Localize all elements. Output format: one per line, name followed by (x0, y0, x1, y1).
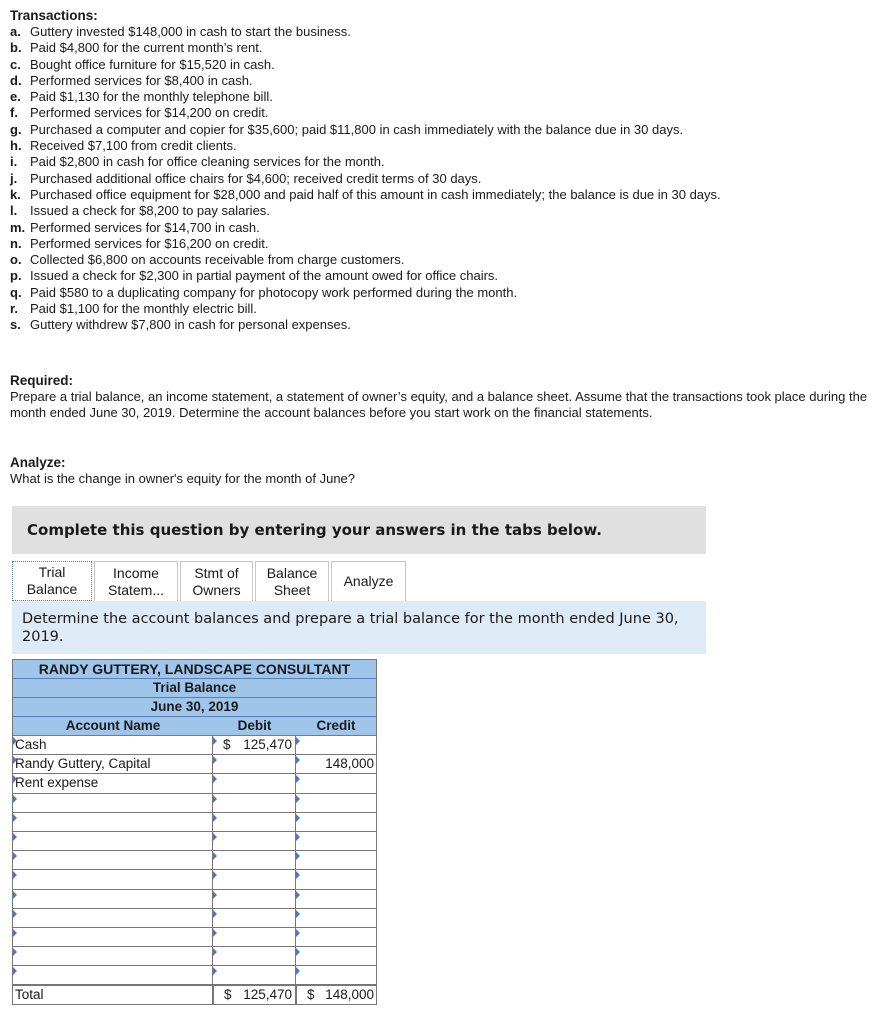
input-marker-icon (296, 814, 300, 822)
dropdown-marker-icon (13, 948, 17, 956)
dropdown-marker-icon (13, 891, 17, 899)
transaction-letter: n. (10, 235, 22, 251)
credit-input[interactable] (296, 947, 376, 965)
col-credit: Credit (316, 718, 356, 733)
transaction-text: Paid $1,100 for the monthly electric bill. (30, 301, 257, 317)
transaction-letter: m. (10, 219, 26, 235)
banner-text: Complete this question by entering your answers in the tabs below. (27, 521, 602, 539)
transaction-item (10, 89, 875, 105)
total-credit-value: 148,000 (325, 987, 374, 1003)
table-row (13, 755, 376, 774)
transaction-item (10, 301, 875, 317)
input-marker-icon (213, 871, 217, 879)
input-marker-icon (213, 967, 217, 975)
total-label: Total (13, 986, 213, 1004)
transaction-item (10, 40, 875, 56)
transaction-text: Purchased a computer and copier for $35,600; paid $11,800 in cash immediately with the balance due in 30 days. (30, 121, 684, 137)
dropdown-marker-icon (13, 756, 17, 764)
table-row (13, 966, 376, 985)
transaction-text: Received $7,100 from credit clients. (30, 138, 237, 154)
transaction-item (10, 122, 875, 138)
col-debit: Debit (237, 718, 272, 733)
account-name-cell[interactable] (13, 755, 213, 773)
input-marker-icon (213, 795, 217, 803)
table-row (13, 774, 376, 793)
debit-input[interactable] (213, 909, 296, 927)
statement-date: June 30, 2019 (13, 698, 376, 717)
transaction-letter: p. (10, 268, 22, 284)
account-name-cell[interactable] (13, 928, 213, 946)
input-marker-icon (213, 756, 217, 764)
analyze-section (10, 455, 870, 487)
tab-label: Balance (266, 564, 318, 581)
transaction-item (10, 268, 875, 284)
dropdown-marker-icon (13, 852, 17, 860)
transaction-text: Bought office furniture for $15,520 in cash. (30, 56, 275, 72)
transaction-text: Guttery invested $148,000 in cash to start the business. (30, 24, 351, 39)
input-marker-icon (296, 756, 300, 764)
required-section (10, 373, 870, 422)
credit-input[interactable] (296, 890, 376, 908)
tab-label: Statem... (107, 581, 165, 598)
transaction-letter: o. (10, 252, 22, 268)
col-account-name: Account Name (65, 718, 161, 733)
debit-input[interactable] (213, 832, 296, 850)
account-name-cell[interactable] (13, 870, 213, 888)
transaction-letter: h. (10, 138, 22, 154)
tab-balance-sheet[interactable] (255, 561, 329, 601)
input-marker-icon (296, 967, 300, 975)
transaction-text: Paid $4,800 for the current month’s rent. (30, 40, 263, 56)
debit-value: 125,470 (243, 737, 292, 752)
dropdown-marker-icon (13, 910, 17, 918)
tab-label: Trial (38, 564, 66, 580)
transaction-item (10, 187, 875, 203)
debit-input[interactable] (213, 928, 296, 946)
input-marker-icon (296, 737, 300, 745)
input-marker-icon (213, 775, 217, 783)
tab-label: Sheet (273, 581, 311, 598)
credit-input[interactable] (296, 813, 376, 831)
transaction-text: Collected $6,800 on accounts receivable from charge customers. (30, 252, 405, 268)
account-name-cell[interactable] (13, 813, 213, 831)
credit-input[interactable] (296, 794, 376, 812)
input-marker-icon (213, 852, 217, 860)
transaction-letter: g. (10, 121, 22, 137)
account-name: Randy Guttery, Capital (15, 756, 151, 772)
transactions-heading: Transactions: (10, 8, 98, 23)
input-marker-icon (296, 833, 300, 841)
input-marker-icon (296, 852, 300, 860)
table-row (13, 813, 376, 832)
input-marker-icon (213, 891, 217, 899)
debit-input[interactable] (213, 813, 296, 831)
input-marker-icon (296, 871, 300, 879)
dropdown-marker-icon (13, 871, 17, 879)
credit-input[interactable] (296, 736, 376, 754)
currency-symbol: $ (224, 987, 232, 1003)
input-marker-icon (213, 948, 217, 956)
transaction-letter: j. (10, 170, 18, 186)
table-row (13, 736, 376, 755)
tab-stmt-of-owners[interactable] (180, 561, 253, 601)
transaction-item (10, 24, 875, 40)
input-marker-icon (296, 929, 300, 937)
account-name-cell[interactable] (13, 774, 213, 792)
required-heading: Required: (10, 373, 74, 388)
transaction-letter: b. (10, 40, 22, 56)
table-row (13, 870, 376, 889)
problem-text (10, 8, 875, 334)
input-marker-icon (296, 775, 300, 783)
tab-income-statement[interactable] (94, 561, 178, 601)
credit-input[interactable] (296, 774, 376, 792)
input-marker-icon (213, 833, 217, 841)
transaction-item (10, 252, 875, 268)
transaction-text: Performed services for $14,700 in cash. (30, 219, 260, 235)
column-headers (13, 717, 376, 736)
transaction-text: Performed services for $8,400 in cash. (30, 72, 253, 88)
transaction-text: Issued a check for $2,300 in partial payment of the amount owed for office chairs. (30, 268, 499, 284)
transaction-item (10, 154, 875, 170)
transaction-letter: q. (10, 284, 22, 300)
table-row (13, 928, 376, 947)
transaction-text: Guttery withdrew $7,800 in cash for personal expenses. (30, 317, 351, 333)
dropdown-marker-icon (13, 795, 17, 803)
required-text: Prepare a trial balance, an income statement, a statement of owner’s equity, and a balance sheet. Assume that the transactions took place during the month ended June 30, 2019. Determine the account balances before you start work on the financial statements. (10, 389, 868, 421)
transaction-letter: r. (10, 301, 18, 317)
table-row (13, 851, 376, 870)
transaction-item (10, 317, 875, 333)
account-name-cell[interactable] (13, 832, 213, 850)
transaction-text: Performed services for $16,200 on credit. (30, 235, 269, 251)
table-row (13, 890, 376, 909)
transaction-item (10, 57, 875, 73)
debit-input[interactable] (213, 774, 296, 792)
transaction-text: Purchased additional office chairs for $4,600; received credit terms of 30 days. (30, 170, 482, 186)
transaction-letter: c. (10, 56, 21, 72)
transaction-letter: f. (10, 105, 18, 121)
tab-label: Analyze (343, 573, 394, 589)
debit-input[interactable] (213, 947, 296, 965)
transaction-letter: l. (10, 203, 18, 219)
dropdown-marker-icon (13, 775, 17, 783)
transaction-item (10, 203, 875, 219)
transaction-text: Paid $580 to a duplicating company for photocopy work performed during the month. (30, 284, 518, 300)
transactions-list (10, 24, 875, 334)
dropdown-marker-icon (13, 737, 17, 745)
debit-input[interactable] (213, 794, 296, 812)
credit-input[interactable] (296, 928, 376, 946)
transaction-letter: k. (10, 186, 21, 202)
transaction-item (10, 220, 875, 236)
instructions-banner (12, 506, 706, 554)
dropdown-marker-icon (13, 967, 17, 975)
account-name-cell[interactable] (13, 736, 213, 754)
debit-input[interactable] (213, 755, 296, 773)
total-debit (213, 986, 296, 1004)
input-marker-icon (213, 737, 217, 745)
table-body (13, 736, 376, 985)
account-name-cell[interactable] (13, 966, 213, 984)
transaction-letter: i. (10, 154, 18, 170)
table-row (13, 794, 376, 813)
dropdown-marker-icon (13, 814, 17, 822)
transaction-item (10, 105, 875, 121)
transaction-item (10, 236, 875, 252)
table-row (13, 947, 376, 966)
transaction-letter: s. (10, 317, 21, 333)
debit-input[interactable] (213, 851, 296, 869)
table-row (13, 832, 376, 851)
transaction-text: Performed services for $14,200 on credit. (30, 105, 269, 121)
tab-bar (12, 561, 408, 601)
input-marker-icon (296, 891, 300, 899)
credit-input[interactable] (296, 966, 376, 984)
transaction-item (10, 73, 875, 89)
credit-input[interactable] (296, 851, 376, 869)
input-marker-icon (296, 948, 300, 956)
account-name-cell[interactable] (13, 851, 213, 869)
input-marker-icon (213, 929, 217, 937)
input-marker-icon (213, 910, 217, 918)
tab-label: Balance (26, 581, 78, 597)
tab-label: Income (113, 564, 159, 581)
transaction-item (10, 138, 875, 154)
tab-instruction: Determine the account balances and prepare a trial balance for the month ended June 30, 2019. (12, 601, 706, 654)
transaction-text: Purchased office equipment for $28,000 and paid half of this amount in cash immediately; the balance is due in 30 days. (30, 186, 721, 202)
credit-input[interactable] (296, 909, 376, 927)
tab-label: Owners (192, 581, 241, 598)
credit-value: 148,000 (325, 756, 374, 772)
transaction-item (10, 285, 875, 301)
account-name-cell[interactable] (13, 909, 213, 927)
transaction-letter: d. (10, 72, 22, 88)
tab-trial-balance[interactable] (12, 561, 92, 601)
company-name: RANDY GUTTERY, LANDSCAPE CONSULTANT (13, 660, 376, 679)
credit-input[interactable] (296, 870, 376, 888)
table-row (13, 909, 376, 928)
transaction-letter: a. (10, 24, 21, 39)
currency-symbol: $ (307, 987, 315, 1003)
account-name-cell[interactable] (13, 947, 213, 965)
total-row (13, 985, 376, 1004)
transaction-text: Paid $2,800 in cash for office cleaning services for the month. (30, 154, 385, 170)
dropdown-marker-icon (13, 833, 17, 841)
transaction-letter: e. (10, 89, 21, 105)
account-name-cell[interactable] (13, 794, 213, 812)
total-debit-value: 125,470 (243, 987, 292, 1003)
credit-input[interactable] (296, 832, 376, 850)
transaction-item (10, 171, 875, 187)
trial-balance-table (12, 659, 377, 1005)
account-name: Rent expense (15, 775, 99, 791)
account-name-cell[interactable] (13, 890, 213, 908)
transaction-text: Issued a check for $8,200 to pay salaries. (30, 203, 270, 219)
tab-label: Stmt of (194, 564, 239, 581)
account-name: Cash (15, 737, 47, 752)
tab-analyze[interactable] (331, 561, 406, 601)
currency-symbol: $ (223, 737, 231, 752)
debit-input[interactable] (213, 890, 296, 908)
transaction-text: Paid $1,130 for the monthly telephone bill. (30, 89, 273, 105)
input-marker-icon (296, 795, 300, 803)
input-marker-icon (213, 814, 217, 822)
dropdown-marker-icon (13, 929, 17, 937)
statement-title: Trial Balance (13, 679, 376, 698)
total-credit (296, 986, 376, 1004)
analyze-heading: Analyze: (10, 455, 66, 470)
debit-input[interactable] (213, 966, 296, 984)
debit-input[interactable] (213, 736, 296, 754)
credit-input[interactable] (296, 755, 376, 773)
debit-input[interactable] (213, 870, 296, 888)
input-marker-icon (296, 910, 300, 918)
analyze-text: What is the change in owner's equity for the month of June? (10, 471, 356, 486)
